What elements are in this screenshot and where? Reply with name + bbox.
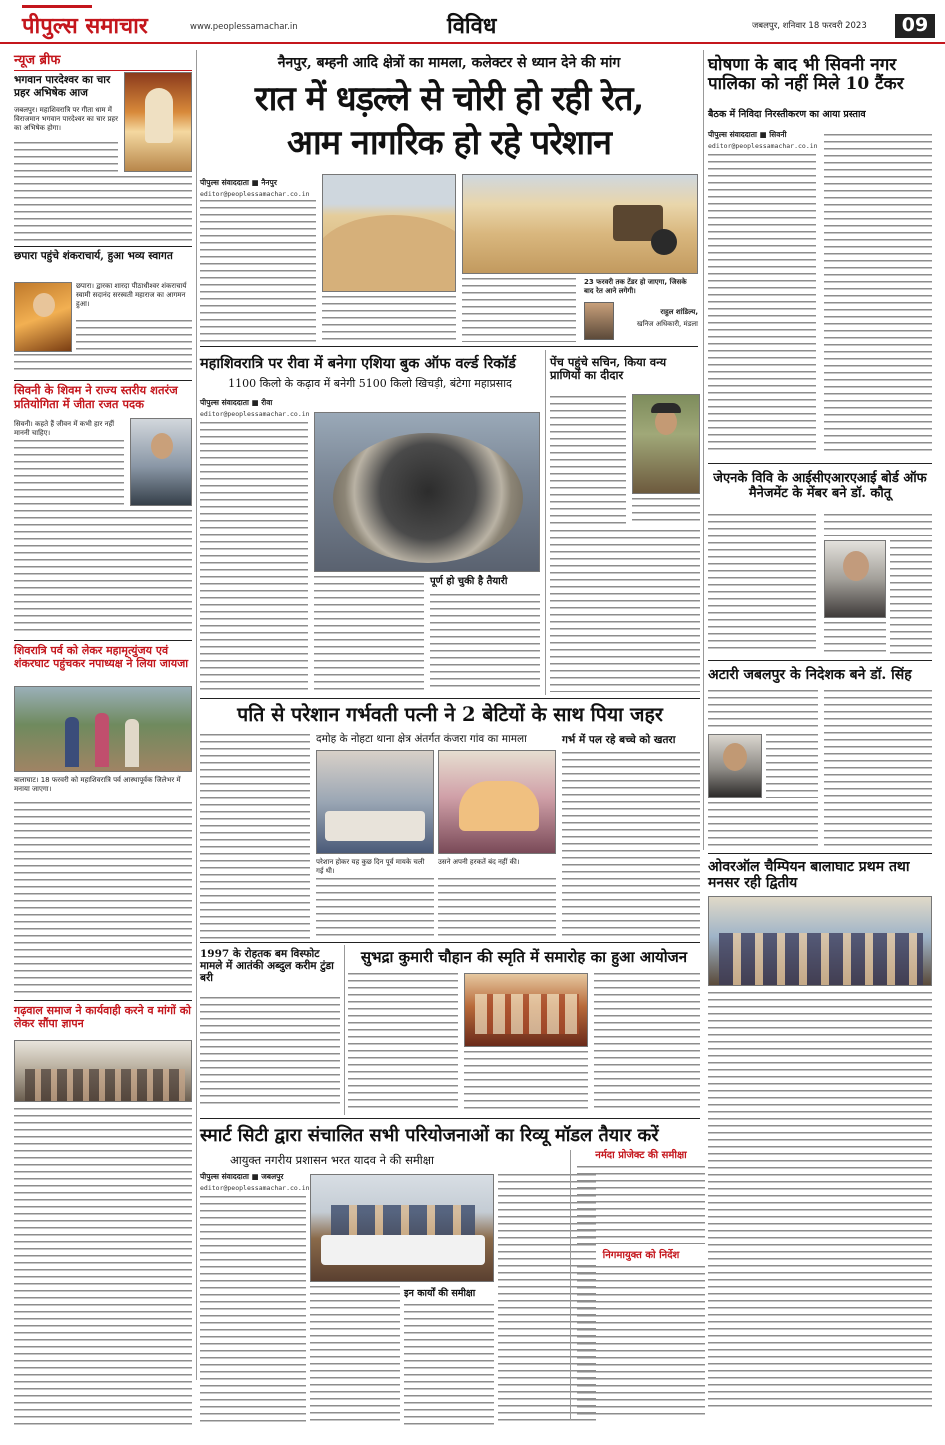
brief-body <box>14 510 192 635</box>
subhadra-body <box>464 1051 588 1109</box>
brief-lead: छपारा। द्वारका शारदा पीठाधीश्वर शंकराचार्य स्वामी सदानंद सरस्वती महाराज का आगमन हुआ। <box>76 282 187 308</box>
brief-lead: सिवनी। कहते हैं जीवन में कभी हार नहीं माननी चाहिए। <box>14 420 115 437</box>
atari-body <box>824 690 932 846</box>
column-divider <box>545 350 546 695</box>
cap-shape <box>651 403 681 413</box>
sachin-body <box>550 396 626 526</box>
brief-headline[interactable]: छपारा पहुंचे शंकराचार्य, हुआ भव्य स्वागत <box>14 250 173 262</box>
overall-body <box>708 992 932 1412</box>
brand-logo: पीपुल्स समाचार <box>22 13 148 39</box>
hospital-photo-left <box>316 750 434 854</box>
sachin-headline[interactable]: पेंच पहुंचे सचिन, किया वन्य प्राणियों का दीदार <box>550 355 667 382</box>
seoni-subhead: बैठक में निविदा निरस्तीकरण का आया प्रस्ताव <box>708 109 866 120</box>
brief-body <box>14 354 192 374</box>
brand-tagline-bar <box>22 5 92 8</box>
divider <box>708 463 932 464</box>
divider <box>14 380 192 381</box>
divider <box>200 698 700 699</box>
kadhav-photo <box>314 412 540 572</box>
damoh-story <box>200 700 700 940</box>
rewa-body <box>200 422 308 692</box>
atari-story <box>708 664 932 850</box>
sand-heap-photo <box>322 174 456 292</box>
divider <box>200 942 700 943</box>
sachin-body <box>632 498 700 526</box>
pardeshwar-photo <box>124 72 192 172</box>
seoni-tanker-story <box>708 50 932 460</box>
person-shape <box>125 719 139 767</box>
brief-headline[interactable]: गढ़वाल समाज ने कार्यवाही करने व मांगों को लेकर सौंपा ज्ञापन <box>14 1004 192 1031</box>
atari-body <box>766 734 818 798</box>
people-shape <box>331 1205 475 1235</box>
subhadra-photo <box>464 973 588 1047</box>
table-shape <box>321 1235 485 1265</box>
sachin-story <box>550 350 700 695</box>
overall-headline[interactable]: ओवरऑल चैम्पियन बालाघाट प्रथम तथा मनसर रही द्वितीय <box>708 859 910 891</box>
damoh-headline[interactable]: पति से परेशान गर्भवती पत्नी ने 2 बेटियों के साथ पिया जहर <box>237 703 663 726</box>
column-divider <box>703 50 704 850</box>
blast-body <box>200 997 340 1109</box>
brief-body <box>14 440 124 508</box>
damoh-body <box>200 734 310 940</box>
rewa-body <box>314 576 424 692</box>
subhadra-headline[interactable]: सुभद्रा कुमारी चौहान की स्मृति में समारोह का हुआ आयोजन <box>360 948 688 966</box>
brief-lead: जबलपुर। महाशिवरात्रि पर गीता धाम में विराजमान भगवान पारदेश्वर का चार प्रहर का अभिषेक होगा। <box>14 106 119 132</box>
patient-shape <box>459 781 539 831</box>
kautu-story <box>708 468 932 658</box>
brief-body <box>14 1108 192 1428</box>
person-shape <box>95 713 109 767</box>
quote-role: खनिज अधिकारी, मंडला <box>636 320 698 328</box>
rewa-byline: पीपुल्स संवाददाता ■ रीवा <box>200 398 273 407</box>
shivam-photo <box>130 418 192 506</box>
kadhav-vessel-shape <box>333 433 523 563</box>
brief-body <box>14 176 192 242</box>
narmada-body <box>577 1166 705 1244</box>
subhadra-story <box>348 945 700 1115</box>
commissioner-body <box>577 1266 705 1416</box>
news-brief-label: न्यूज ब्रीफ <box>14 50 192 71</box>
subhadra-body <box>348 973 458 1109</box>
divider <box>200 346 698 347</box>
sachin-body <box>550 530 700 692</box>
commissioner-head: निगमायुक्त को निर्देश <box>602 1250 680 1261</box>
damoh-caption-left: परेशान होकर यह कुछ दिन पूर्व मायके चली गई थी। <box>316 858 425 875</box>
divider <box>14 246 192 247</box>
shankarghat-photo <box>14 686 192 772</box>
rewa-subhead2: पूर्ण हो चुकी है तैयारी <box>430 576 508 587</box>
quote-name: राहुल शांडिल्य, <box>660 308 698 316</box>
lead-byline: पीपुल्स संवाददाता ■ नैनपुर <box>200 178 277 187</box>
divider <box>14 640 192 641</box>
narmada-sidebar <box>570 1150 704 1420</box>
column-divider <box>344 945 345 1115</box>
smart-city-box3-head: इन कार्यों की समीक्षा <box>404 1288 476 1299</box>
seoni-byline: पीपुल्स संवाददाता ■ सिवनी <box>708 130 787 139</box>
hospital-photo-right <box>438 750 556 854</box>
rewa-story <box>200 350 540 695</box>
smart-city-body <box>310 1286 400 1426</box>
rewa-headline[interactable]: महाशिवरात्रि पर रीवा में बनेगा एशिया बुक ऑफ वर्ल्ड रिकॉर्ड <box>200 355 516 372</box>
brief-body <box>14 802 192 998</box>
smart-city-headline[interactable]: स्मार्ट सिटी द्वारा संचालित सभी परियोजनाओं का रिव्यू मॉडल तैयार करें <box>200 1125 659 1146</box>
page-number: 09 <box>895 14 935 38</box>
blast-story <box>200 945 340 1115</box>
brief-body <box>76 320 192 352</box>
idol-shape <box>145 88 173 143</box>
face-shape <box>843 551 869 581</box>
lead-photo-caption: 23 फरवरी तक टेंडर हो जाएगा, जिसके बाद रेत आने लगेगी। <box>584 278 687 295</box>
brief-headline[interactable]: भगवान पारदेश्वर का चार प्रहर अभिषेक आज <box>14 74 111 99</box>
lead-headline-line1[interactable]: रात में धड़ल्ले से चोरी हो रही रेत, <box>254 79 644 119</box>
brief-headline[interactable]: सिवनी के शिवम ने राज्य स्तरीय शतरंज प्रतियोगिता में जीता रजत पदक <box>14 383 178 411</box>
sand-mound-shape <box>322 215 456 292</box>
damoh-body <box>438 878 556 940</box>
divider <box>14 1000 192 1001</box>
divider <box>200 1118 700 1119</box>
kautu-body <box>824 622 886 654</box>
damoh-sidebar-head: गर्भ में पल रहे बच्चे को खतरा <box>562 734 676 746</box>
brief-headline[interactable]: शिवरात्रि पर्व को लेकर महामृत्युंजय एवं शंकरघाट पहुंचकर नपाध्यक्ष ने लिया जायजा <box>14 644 189 671</box>
lead-body <box>200 200 316 342</box>
rewa-subhead: 1100 किलो के कढ़ाव में बनेगी 5100 किलो खिचड़ी, बंटेगा महाप्रसाद <box>228 377 512 390</box>
lead-story <box>200 50 698 345</box>
atari-body <box>708 690 818 730</box>
website-url[interactable]: www.peoplessamachar.in <box>190 22 298 32</box>
news-brief-column <box>14 50 192 1105</box>
meeting-photo <box>310 1174 494 1282</box>
dr-singh-photo <box>708 734 762 798</box>
brief-lead: बालाघाट। 18 फरवरी को महाशिवरात्रि पर्व आस्थापूर्वक जिलेभर में मनाया जाएगा। <box>14 776 181 793</box>
lead-kicker[interactable]: नैनपुर, बम्हनी आदि क्षेत्रों का मामला, कलेक्टर से ध्यान देने की मांग <box>277 55 621 71</box>
kautu-photo <box>824 540 886 618</box>
gadhwal-samaj-photo <box>14 1040 192 1102</box>
narmada-head: नर्मदा प्रोजेक्ट की समीक्षा <box>595 1150 687 1161</box>
atari-headline[interactable]: अटारी जबलपुर के निदेशक बने डॉ. सिंह <box>708 667 912 683</box>
lead-body <box>462 278 576 342</box>
face-shape <box>33 293 55 317</box>
seoni-headline[interactable]: घोषणा के बाद भी सिवनी नगर पालिका को नहीं मिले 10 टैंकर <box>708 55 904 95</box>
shankaracharya-photo <box>14 282 72 352</box>
dateline: जबलपुर, शनिवार 18 फरवरी 2023 <box>752 21 867 31</box>
face-shape <box>151 433 173 459</box>
subhadra-body <box>594 973 700 1109</box>
person-shape <box>65 717 79 767</box>
stage-shape <box>475 994 579 1034</box>
kautu-body <box>890 540 932 654</box>
seoni-body <box>708 154 816 454</box>
sachin-photo <box>632 394 700 494</box>
masthead <box>0 0 945 44</box>
group-shape <box>719 933 923 986</box>
smart-city-body <box>200 1196 306 1426</box>
blast-headline[interactable]: 1997 के रोहतक बम विस्फोट मामले में आतंकी अब्दुल करीम टुंडा बरी <box>200 948 334 984</box>
damoh-caption-right: उसने अपनी हरकतें बंद नहीं की। <box>438 858 520 866</box>
damoh-sidebar-body <box>562 752 700 940</box>
bed-shape <box>325 811 425 841</box>
divider <box>708 853 932 854</box>
section-title: विविध <box>447 13 497 39</box>
damoh-body <box>316 878 434 940</box>
column-divider <box>196 50 197 1380</box>
seoni-email[interactable]: editor@peoplessamachar.co.in <box>708 142 818 150</box>
brief-body <box>14 142 118 174</box>
kautu-headline[interactable]: जेएनके विवि के आईसीएआरएआई बोर्ड ऑफ मैनेजमेंट के मेंबर बने डॉ. कौतू <box>713 471 927 501</box>
smart-city-subhead: आयुक्त नगरीय प्रशासन भरत यादव ने की समीक्षा <box>230 1153 434 1167</box>
damoh-subhead: दमोह के नोहटा थाना क्षेत्र अंतर्गत कंजरा गांव का मामला <box>316 733 527 745</box>
seoni-body <box>824 134 932 454</box>
rewa-body <box>430 594 540 692</box>
face-shape <box>723 743 747 771</box>
tractor-photo <box>462 174 698 274</box>
smart-city-byline: पीपुल्स संवाददाता ■ जबलपुर <box>200 1172 284 1181</box>
tractor-wheel-shape <box>651 229 677 255</box>
divider <box>708 660 932 661</box>
lead-body <box>322 296 456 342</box>
atari-body <box>708 802 818 846</box>
lead-email[interactable]: editor@peoplessamachar.co.in <box>200 190 310 198</box>
kautu-body <box>824 514 932 536</box>
rewa-email[interactable]: editor@peoplessamachar.co.in <box>200 410 310 418</box>
champion-photo <box>708 896 932 986</box>
smart-city-body <box>404 1304 494 1426</box>
crowd-shape <box>25 1069 185 1102</box>
lead-headline-line2[interactable]: आम नागरिक हो रहे परेशान <box>287 123 611 163</box>
kautu-body <box>708 514 816 654</box>
smart-city-email[interactable]: editor@peoplessamachar.co.in <box>200 1184 310 1192</box>
